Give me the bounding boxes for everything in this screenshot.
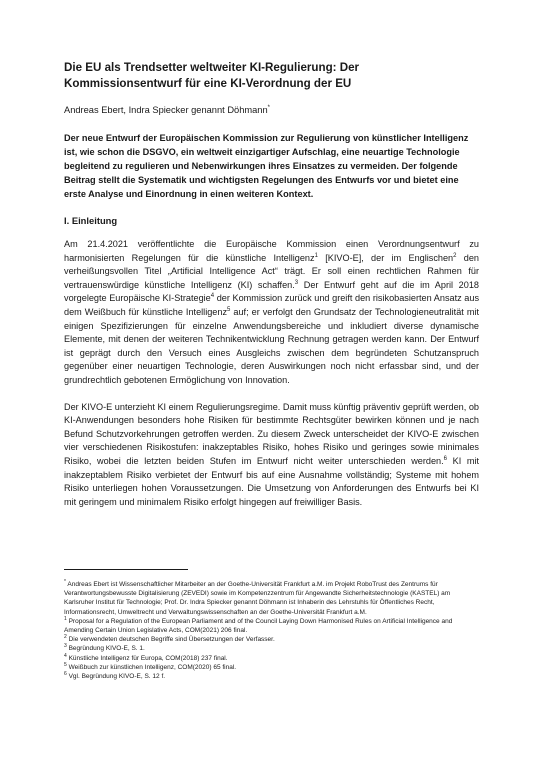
footnote [64, 672, 479, 681]
paper-page [64, 60, 479, 522]
footnote-mark: 2 [64, 634, 67, 641]
footnote-ref-5: 5 [227, 306, 231, 313]
footnote [64, 663, 479, 672]
footnote-text: Proposal for a Regulation of the European Parliament and of the Council Laying Down Harmonised Rules on Artificial Intelligence and Amending Certain Union Legislative Acts, COM(2021) 206 final. [64, 617, 453, 635]
footnote-mark: 4 [64, 652, 67, 659]
footnote [64, 644, 479, 653]
body-paragraph-2 [64, 401, 479, 510]
footnote-ref-1: 1 [314, 252, 318, 259]
para2-text-2: KI mit inakzeptablem Risiko verbietet der Entwurf bis auf eine Ausnahme vollständig; Systeme mit hohem Risiko unterliegen hohen Voraussetzungen. Die Umsetzung von Anforderungen des Entwurfs bei KI mit geringem und minimalem Risiko erfolgt hingegen auf freiwilliger Basis. [64, 455, 480, 507]
footnote-text: Künstliche Intelligenz für Europa, COM(2018) 237 final. [66, 654, 228, 662]
para1-text-5: der Kommission zurück und greift den risikobasierten Ansatz aus dem Weißbuch für künstliche Intelligenz [64, 293, 480, 317]
footnote-separator [64, 569, 188, 570]
para1-text-1: Am 21.4.2021 veröffentlichte die Europäische Kommission einen Verordnungsentwurf zu harmonisierten Regelungen für die künstliche Intelligenz [64, 239, 479, 263]
footnote [64, 635, 479, 644]
para1-text-4: Der Entwurf geht auf die im April 2018 vorgelegte Europäische KI-Strategie [64, 279, 479, 304]
footnote-mark: * [64, 578, 66, 585]
para1-text-6: auf; er verfolgt den Grundsatz der Technologieneutralität mit einigen Spezifizierungen für einzelne Anwendungsbereiche und inkludiert diverse dynamische Elemente, mit denen der weiteren Technikentwicklung Rechnung getragen werden kann. Der Entwurf ist geprägt durch den Versuch eines Ausgleichs zwischen dem begründeten Schutzanspruch gegenüber einer neuartigen Technologie, deren Auswirkungen noch nicht erfassbar sind, und der grundrechtlich gebotenen Ermöglichung von Innovation. [64, 306, 479, 385]
author-names: Andreas Ebert, Indra Spiecker genannt Döhmann [64, 105, 268, 115]
footnote [64, 654, 479, 663]
paper-title: Die EU als Trendsetter weltweiter KI-Regulierung: Der Kommissionsentwurf für eine KI-Verordnung der EU [64, 61, 360, 90]
author-line [64, 104, 479, 117]
footnote-text: Vgl. Begründung KIVO-E, S. 12 f. [66, 673, 166, 681]
para1-text-3: den verheißungsvollen Titel „Artificial Intelligence Act“ trägt. Er soll einen rechtlichen Rahmen für vertrauenswürdige künstliche Intelligenz (KI) schaffen. [64, 252, 479, 290]
footnotes [64, 580, 479, 681]
footnote-text: Andreas Ebert ist Wissenschaftlicher Mitarbeiter an der Goethe-Universität Frankfurt a.M. im Projekt RoboTrust des Zentrums für Verantwortungsbewusste Digitalisierung (ZEVEDI) sowie im Kompetenzzentrum für Angewandte Sicherheitstechnologie (KASTEL) am Karlsruher Institut für Technologie; Prof. Dr. Indra Spiecker genannt Döhmann ist Inhaberin des Lehrstuhls für Öffentliches Recht, Informationsrecht, Umweltrecht und Verwaltungswissenschaften an der Goethe-Universität Frankfurt a.M. [64, 581, 451, 616]
para2-text-1: Der KIVO-E unterzieht KI einem Regulierungsregime. Damit muss künftig präventiv geprüft werden, ob KI-Anwendungen besonders hohe Risiken für bestimmte Rechtsgüter bewirken können und je nach Befund Schutzvorkehrungen getroffen werden. Zu diesem Zweck unterscheidet der KIVO-E zwischen vier verschiedenen Risikostufen: inakzeptables Risiko, hohes Risiko und geringes sowie minimales Risiko, wobei die letzten beiden Stufen im Entwurf nicht weiter unterschieden werden. [64, 401, 479, 466]
footnote-mark: 1 [64, 615, 67, 622]
footnote-ref-3: 3 [294, 279, 299, 286]
footnote-text: Weißbuch zur künstlichen Intelligenz, COM(2020) 65 final. [66, 663, 237, 671]
footnote-ref-6: 6 [443, 455, 448, 462]
footnote-text: Die verwendeten deutschen Begriffe sind Übersetzungen der Verfasser. [66, 636, 275, 644]
section-heading: I. Einleitung [64, 215, 118, 226]
body-paragraph-1 [64, 238, 479, 388]
footnote [64, 617, 479, 635]
footnote [64, 580, 479, 617]
para1-text-2: [KIVO-E], der im Englischen [317, 252, 454, 263]
footnote-mark: 3 [64, 643, 67, 650]
footnote-mark: 5 [64, 661, 67, 668]
footnote-mark: 6 [64, 670, 67, 677]
footnote-ref-4: 4 [210, 293, 215, 300]
footnote-ref-2: 2 [453, 252, 457, 259]
author-footnote-mark: * [267, 104, 270, 111]
footnote-text: Begründung KIVO-E, S. 1. [66, 645, 145, 653]
abstract: Der neue Entwurf der Europäischen Kommission zur Regulierung von künstlicher Intelligenz ist, wie schon die DSGVO, ein weltweit einzigartiger Aufschlag, eine neuartige Technologie begleitend zu regulieren und Nebenwirkungen ihres Einsatzes zu vermeiden. Der folgende Beitrag stellt die Systematik und wichtigsten Regelungen des Entwurfs vor und bietet eine erste Analyse und Einordnung in einen weiteren Kontext. [64, 133, 469, 199]
